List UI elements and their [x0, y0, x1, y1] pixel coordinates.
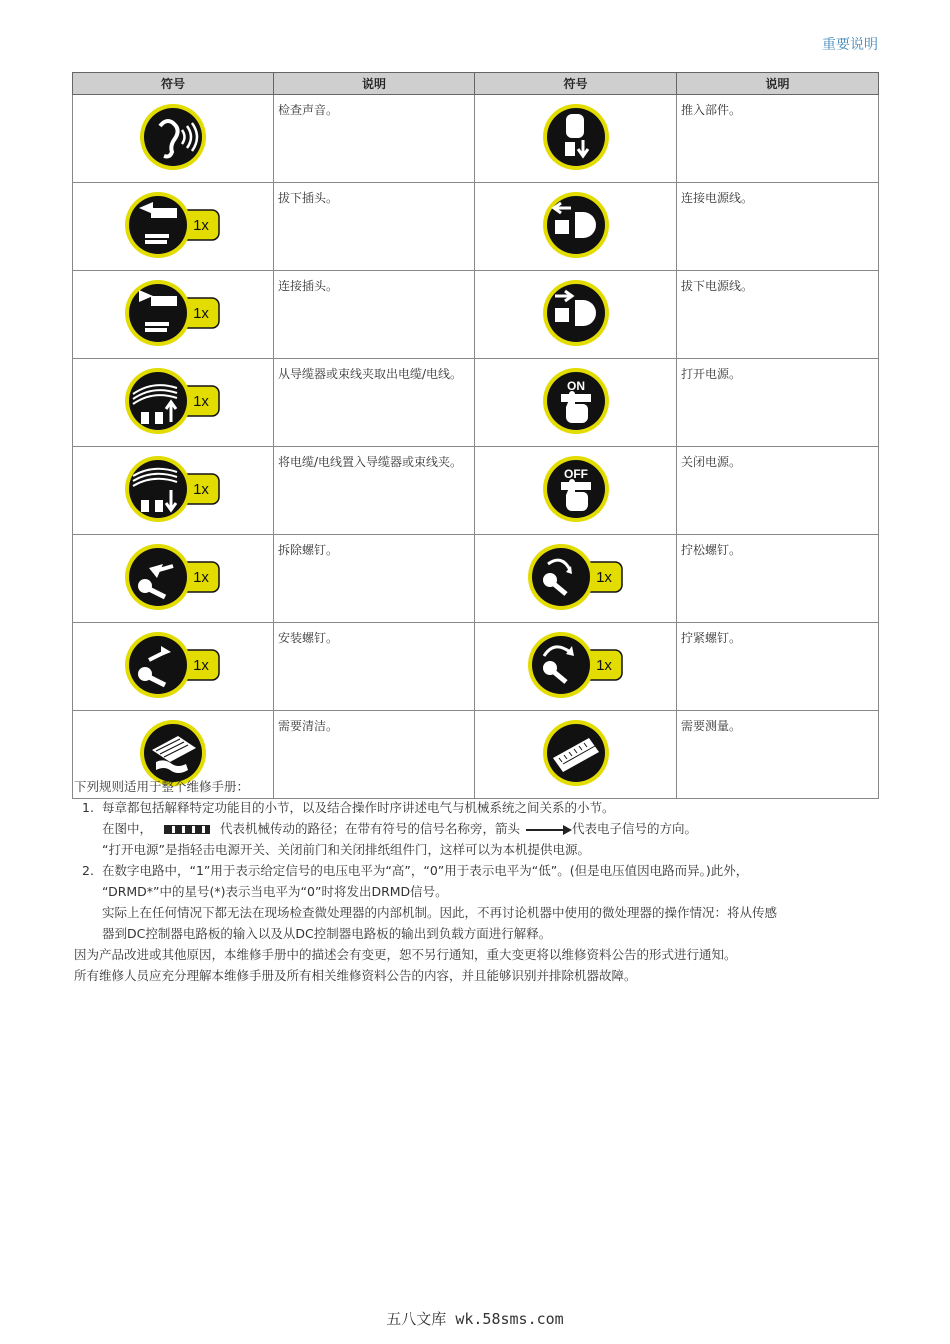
mechanical-drive-path-symbol	[164, 825, 210, 834]
table-row	[73, 447, 879, 535]
item-number: 1.	[82, 800, 94, 815]
power-off-icon	[541, 454, 611, 524]
listen-sound-icon	[138, 102, 208, 172]
rule-item-1	[74, 797, 884, 818]
remove-cable-from-guide-icon	[123, 366, 223, 436]
count-badge: 1x	[193, 216, 209, 234]
count-badge: 1x	[193, 304, 209, 322]
remove-screw-icon	[123, 542, 223, 612]
symbol-description: 拔下电源线。	[677, 271, 879, 359]
footer-watermark: 五八文库 wk.58sms.com	[386, 1310, 564, 1328]
signal-direction-arrow-icon	[526, 829, 570, 831]
symbol-description: 连接电源线。	[677, 183, 879, 271]
put-cable-into-guide-icon	[123, 454, 223, 524]
table-row	[73, 535, 879, 623]
symbol-description: 连接插头。	[274, 271, 475, 359]
symbol-description: 打开电源。	[677, 359, 879, 447]
symbol-description: 拔下插头。	[274, 183, 475, 271]
rule-item-2	[74, 860, 884, 881]
symbol-description: 推入部件。	[677, 95, 879, 183]
install-screw-icon	[123, 630, 223, 700]
table-header-row	[73, 73, 879, 95]
item-number: 2.	[82, 863, 94, 878]
rule-text: 代表机械传动的路径；在带有符号的信号名称旁，箭头	[220, 821, 521, 836]
rule-item-1-line2	[74, 818, 884, 839]
symbol-description: 需要清洁。	[274, 711, 475, 799]
symbol-description: 拆除螺钉。	[274, 535, 475, 623]
symbol-description: 将电缆/电线置入导缆器或束线夹。	[274, 447, 475, 535]
rules-section	[74, 776, 884, 986]
tighten-screw-icon	[526, 630, 626, 700]
unplug-connector-icon	[123, 190, 223, 260]
col-header-description: 说明	[677, 73, 879, 95]
rule-text: 在图中，	[102, 821, 153, 836]
symbol-description: 拧紧螺钉。	[677, 623, 879, 711]
symbol-description: 检查声音。	[274, 95, 475, 183]
disconnect-power-cord-icon	[541, 278, 611, 348]
symbol-description: 安装螺钉。	[274, 623, 475, 711]
page-title: 重要说明	[822, 37, 878, 53]
push-part-icon	[541, 102, 611, 172]
symbol-description: 拧松螺钉。	[677, 535, 879, 623]
table-row	[73, 359, 879, 447]
count-badge: 1x	[193, 656, 209, 674]
power-on-icon	[541, 366, 611, 436]
staff-notice: 所有维修人员应充分理解本维修手册及所有相关维修资料公告的内容，并且能够识别并排除机器故障。	[74, 968, 637, 983]
count-badge: 1x	[595, 656, 612, 674]
rule-text: 代表电子信号的方向。	[572, 821, 698, 836]
symbol-description: 从导缆器或束线夹取出电缆/电线。	[274, 359, 475, 447]
count-badge: 1x	[193, 480, 209, 498]
off-label: OFF	[563, 466, 588, 481]
rule-item-1-line3: “打开电源”是指轻击电源开关、关闭前门和关闭排纸组件门，这样可以为本机提供电源。	[102, 842, 590, 857]
symbol-description: 关闭电源。	[677, 447, 879, 535]
col-header-symbol: 符号	[73, 73, 274, 95]
table-row	[73, 95, 879, 183]
rule-text: 每章都包括解释特定功能目的小节，以及结合操作时序讲述电气与机械系统之间关系的小节。	[102, 800, 615, 815]
table-row	[73, 623, 879, 711]
count-badge: 1x	[193, 568, 209, 586]
col-header-description: 说明	[274, 73, 475, 95]
table-row	[73, 183, 879, 271]
symbol-description: 需要测量。	[677, 711, 879, 799]
rule-text: 在数字电路中，“1”用于表示给定信号的电压电平为“高”，“0”用于表示电平为“低”。(但是电压值因电路而异。)此外，	[102, 863, 749, 878]
symbol-table	[72, 72, 879, 799]
on-label: ON	[566, 378, 585, 393]
rule-item-2-line4: 器到DC控制器电路板的输入以及从DC控制器电路板的输出到负载方面进行解释。	[102, 926, 552, 941]
count-badge: 1x	[193, 392, 209, 410]
loosen-screw-icon	[526, 542, 626, 612]
rules-intro: 下列规则适用于整个维修手册：	[74, 779, 250, 794]
change-notice: 因为产品改进或其他原因，本维修手册中的描述会有变更，恕不另行通知，重大变更将以维修资料公告的形式进行通知。	[74, 947, 737, 962]
table-row	[73, 271, 879, 359]
rule-item-2-line3: 实际上在任何情况下都无法在现场检查微处理器的内部机制。因此，不再讨论机器中使用的微处理器的操作情况：将从传感	[102, 905, 778, 920]
connect-power-cord-icon	[541, 190, 611, 260]
count-badge: 1x	[595, 568, 612, 586]
rule-item-2-line2: “DRMD*”中的星号(*)表示当电平为“0”时将发出DRMD信号。	[102, 884, 448, 899]
col-header-symbol: 符号	[475, 73, 677, 95]
plug-connector-icon	[123, 278, 223, 348]
